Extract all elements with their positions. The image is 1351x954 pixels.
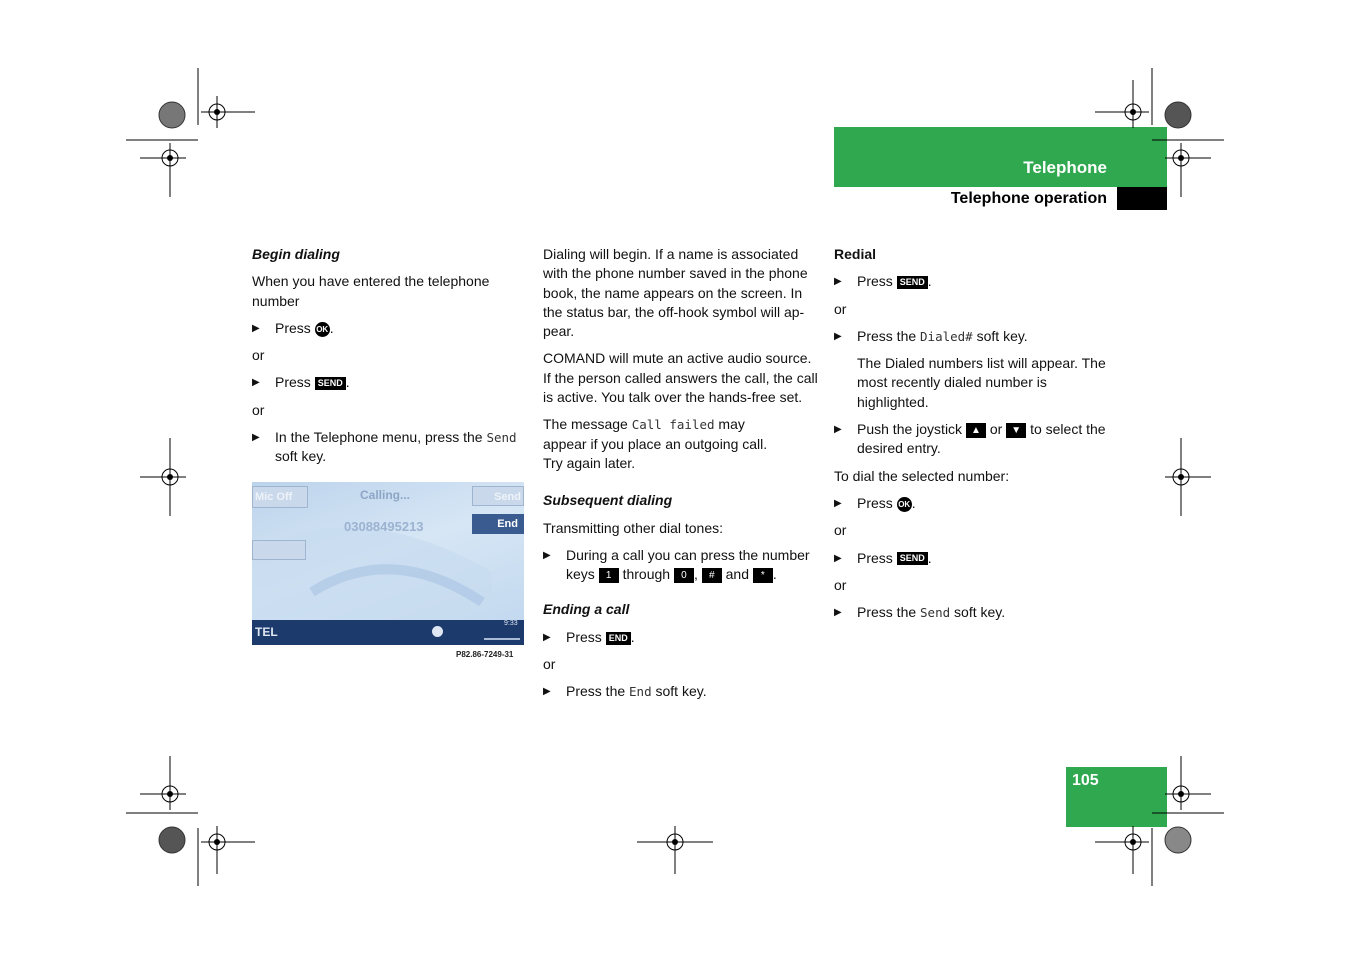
section-title: Telephone bbox=[1023, 158, 1107, 177]
step-press-end: ▶ Press END . bbox=[543, 628, 818, 647]
tel-label: TEL bbox=[255, 625, 278, 639]
page-number: 105 bbox=[1072, 772, 1099, 789]
calling-status: Calling... bbox=[360, 488, 411, 502]
arrow-up-icon: ▲ bbox=[966, 423, 986, 438]
or-text: or bbox=[252, 401, 265, 418]
heading-redial: Redial bbox=[834, 246, 877, 262]
joystick-icon bbox=[432, 626, 443, 637]
send-softkey: Send bbox=[472, 486, 524, 506]
send-key-icon: SEND bbox=[897, 552, 928, 565]
key-hash-icon: # bbox=[702, 568, 722, 583]
intro-text: When you have entered the telephone number bbox=[252, 273, 490, 309]
dialed-number: 03088495213 bbox=[344, 519, 424, 534]
signal-icon bbox=[484, 631, 520, 640]
column-1 bbox=[252, 245, 527, 467]
dialing-paragraph: Dialing will begin. If a name is associated with the phone number saved in the phone book, the name appears on the screen. In the status bar, the off-hook symbol will ap-pear. bbox=[543, 246, 808, 340]
screen-status-bar bbox=[252, 620, 524, 645]
step-press-ok: ▶ Press OK . bbox=[834, 494, 1109, 513]
ok-button-icon: OK bbox=[315, 322, 330, 337]
send-key-icon: SEND bbox=[897, 276, 928, 289]
step-press-send: ▶ Press SEND . bbox=[252, 373, 527, 392]
or-text: or bbox=[252, 347, 265, 364]
step-dialed-softkey: ▶ Press the Dialed# soft key. bbox=[834, 327, 1109, 346]
step-press-send: ▶ Press SEND . bbox=[834, 272, 1109, 291]
dial-selected-text: To dial the selected number: bbox=[834, 467, 1010, 484]
heading-begin-dialing: Begin dialing bbox=[252, 246, 340, 262]
step-end-softkey: ▶ Press the End soft key. bbox=[543, 682, 818, 701]
step-press-send-2: ▶ Press SEND . bbox=[834, 549, 1109, 568]
key-0-icon: 0 bbox=[674, 568, 694, 583]
arrow-down-icon: ▼ bbox=[1006, 423, 1026, 438]
end-key-icon: END bbox=[606, 632, 631, 645]
step-number-keys: ▶ During a call you can press the number keys 1 through 0 , # and * . bbox=[543, 546, 818, 585]
step-send-softkey: ▶ Press the Send soft key. bbox=[834, 603, 1109, 622]
mute-paragraph: COMAND will mute an active audio source. If the person called answers the call, the call is active. You talk over the hands-free set. bbox=[543, 350, 818, 406]
ok-button-icon: OK bbox=[897, 497, 912, 512]
or-text: or bbox=[543, 656, 556, 673]
column-2 bbox=[543, 245, 818, 702]
end-softkey: End bbox=[472, 514, 524, 534]
subsection-title: Telephone operation bbox=[950, 190, 1107, 207]
column-3 bbox=[834, 245, 1109, 622]
dial-tones-text: Transmitting other dial tones: bbox=[543, 519, 724, 536]
call-failed-paragraph: The message Call failed may appear if you place an outgoing call. Try again later. bbox=[543, 416, 768, 471]
heading-ending-call: Ending a call bbox=[543, 601, 630, 618]
key-1-icon: 1 bbox=[599, 568, 619, 583]
or-text: or bbox=[834, 576, 847, 593]
image-caption: P82.86-7249-31 bbox=[456, 650, 514, 659]
step-send-softkey: ▶ In the Telephone menu, press the Send soft key. bbox=[252, 428, 527, 467]
heading-subsequent-dialing: Subsequent dialing bbox=[543, 492, 673, 509]
mic-off-softkey: Mic Off bbox=[252, 486, 308, 508]
or-text: or bbox=[834, 300, 847, 317]
time-display: 9:33 bbox=[504, 620, 518, 627]
or-text: or bbox=[834, 522, 847, 539]
step-joystick: ▶ Push the joystick ▲ or ▼ to select the desired entry. bbox=[834, 420, 1109, 459]
key-star-icon: * bbox=[753, 568, 773, 583]
telephone-screen-image bbox=[252, 482, 524, 645]
dialed-list-note: The Dialed numbers list will appear. The most recently dialed number is highlighted. bbox=[857, 355, 1106, 410]
send-key-icon: SEND bbox=[315, 377, 346, 390]
handset-softkey bbox=[252, 540, 306, 560]
step-press-ok: ▶ Press OK . bbox=[252, 319, 527, 338]
